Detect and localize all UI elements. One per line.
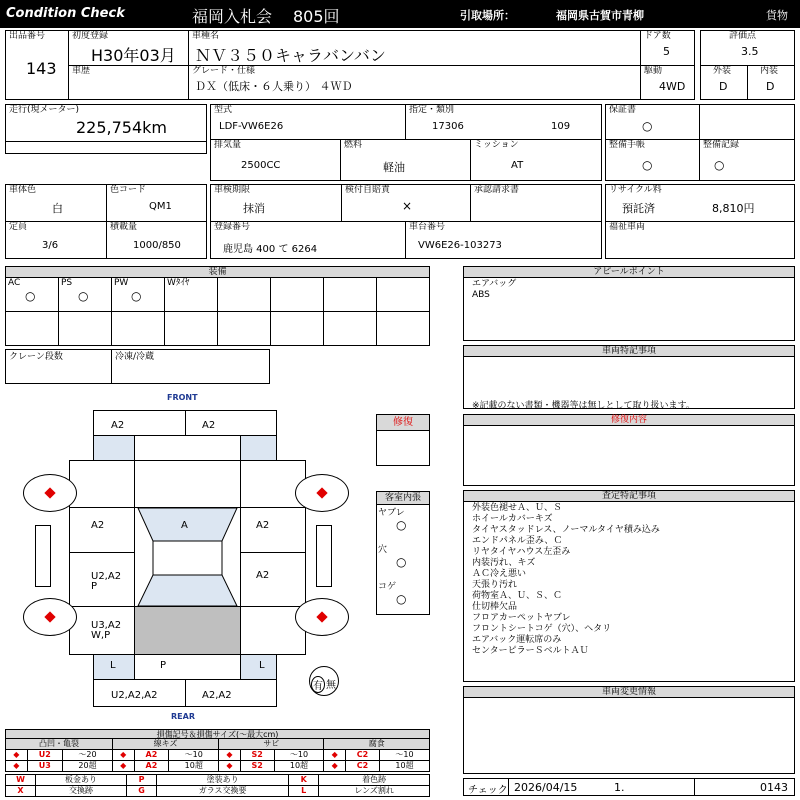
blank-box-1 bbox=[699, 104, 795, 140]
list-item: エアバッグ bbox=[472, 279, 517, 289]
legend-code: A2 bbox=[134, 750, 169, 761]
repair-box bbox=[376, 414, 430, 466]
repair-label: 修復 bbox=[377, 415, 429, 431]
type-box bbox=[210, 104, 406, 140]
code-legend-table bbox=[5, 774, 430, 797]
legend-size: 10超 bbox=[379, 761, 429, 772]
warranty-box bbox=[605, 104, 700, 140]
legend-diamond-icon: ◆ bbox=[6, 750, 28, 761]
doors-label: ドア数 bbox=[644, 31, 671, 41]
list-item: ＡＣ冷え悪い bbox=[472, 569, 527, 579]
legend-code: U3 bbox=[27, 761, 62, 772]
inspection-label: 車検期限 bbox=[214, 185, 251, 195]
equipment-title: 装備 bbox=[6, 267, 429, 278]
fuel-label: 燃料 bbox=[344, 140, 363, 150]
panel-front-fender-right bbox=[240, 435, 277, 461]
crane-label: クレーン段数 bbox=[9, 352, 63, 362]
code-front-left: A2 bbox=[111, 420, 125, 431]
mileage-value: 225,754km bbox=[76, 118, 168, 137]
chassis-box bbox=[405, 221, 602, 259]
list-item: フロントシートコゲ（穴）、ヘタリ bbox=[472, 624, 612, 634]
crane-box bbox=[5, 349, 112, 384]
check-date: 2026/04/15 bbox=[514, 781, 578, 794]
special-note: ※記載のない書類・機器等は無しとして取り扱います。 bbox=[472, 401, 695, 411]
code-meaning: 交換跡 bbox=[36, 786, 127, 797]
legend-code: C2 bbox=[345, 761, 379, 772]
lot-label: 出品番号 bbox=[9, 31, 46, 41]
drive-box bbox=[640, 65, 695, 100]
first-reg-label: 初度登録 bbox=[72, 31, 109, 41]
list-item: 仕切棒欠品 bbox=[472, 602, 518, 612]
color-code-value: QM1 bbox=[149, 201, 172, 212]
equipment-cell bbox=[111, 277, 165, 312]
change-info-box bbox=[463, 686, 795, 774]
capacity-label: 定員 bbox=[9, 222, 28, 232]
equipment-cell bbox=[376, 311, 430, 346]
load-value: 1000/850 bbox=[133, 240, 181, 251]
damage-marker bbox=[316, 611, 327, 622]
insurance-mark: × bbox=[402, 199, 413, 213]
equipment-cell bbox=[376, 277, 430, 312]
legend-diamond-icon: ◆ bbox=[6, 761, 28, 772]
code-left-rear: U3,A2 bbox=[91, 620, 122, 631]
panel-rear-center bbox=[134, 654, 241, 680]
legend-size: ～10 bbox=[274, 750, 324, 761]
plate-value: 鹿児島 400 て 6264 bbox=[223, 244, 318, 255]
mirror-left bbox=[35, 525, 51, 587]
designation-box bbox=[405, 104, 602, 140]
code-meaning: 着色跡 bbox=[319, 775, 430, 786]
warranty-mark: ○ bbox=[642, 119, 653, 133]
code-key: P bbox=[127, 775, 157, 786]
auction-name: 福岡入札会 bbox=[192, 7, 273, 26]
equipment-cell bbox=[270, 311, 324, 346]
list-item: ABS bbox=[472, 290, 490, 300]
code-key: X bbox=[6, 786, 36, 797]
history-box bbox=[68, 65, 189, 100]
legend-size: ～20 bbox=[63, 750, 113, 761]
code-key: G bbox=[127, 786, 157, 797]
mirror-right bbox=[316, 525, 332, 587]
repair-content-box bbox=[463, 414, 795, 486]
recycle-label: リサイクル料 bbox=[609, 185, 662, 195]
fuel-box bbox=[340, 139, 471, 181]
first-reg-box bbox=[68, 30, 189, 66]
code-right-mid: A2 bbox=[256, 570, 270, 581]
body-color-box bbox=[5, 184, 107, 222]
type-label: 型式 bbox=[214, 105, 233, 115]
doors-box bbox=[640, 30, 695, 66]
transmission-box bbox=[470, 139, 602, 181]
fuel-value: 軽油 bbox=[383, 161, 405, 174]
legend-diamond-icon: ◆ bbox=[219, 750, 241, 761]
list-item: センターピラーＳベルトＡＵ bbox=[472, 646, 589, 656]
special-title: 車両特記事項 bbox=[464, 346, 794, 357]
drive-value: 4WD bbox=[659, 80, 686, 93]
code-key: K bbox=[289, 775, 319, 786]
repair-content-title: 修復内容 bbox=[464, 415, 794, 426]
code-rear-center: P bbox=[160, 660, 167, 671]
recycle-box bbox=[605, 184, 795, 222]
equipment-cell bbox=[58, 277, 112, 312]
cabin-item-mark: ○ bbox=[396, 555, 407, 569]
list-item: 内装汚れ、キズ bbox=[472, 558, 536, 568]
legend-code: U2 bbox=[27, 750, 62, 761]
displacement-label: 排気量 bbox=[214, 140, 242, 150]
fridge-box bbox=[111, 349, 270, 384]
legend-group-title: 凸凹・亀裂 bbox=[6, 739, 113, 750]
exterior-box bbox=[700, 65, 748, 100]
code-front-right: A2 bbox=[202, 420, 216, 431]
list-item: 天張り汚れ bbox=[472, 580, 518, 590]
equipment-cell bbox=[58, 311, 112, 346]
recycle-status: 預託済 bbox=[622, 202, 655, 215]
legend-diamond-icon: ◆ bbox=[324, 761, 346, 772]
panel-front-fender-left bbox=[93, 435, 135, 461]
panel-front-left bbox=[93, 410, 186, 436]
equipment-cell bbox=[164, 311, 218, 346]
logo: Condition Check bbox=[6, 6, 125, 21]
code-rear-left: L bbox=[110, 660, 116, 671]
doors-value: 5 bbox=[663, 45, 670, 58]
model-box bbox=[188, 30, 641, 66]
panel-front-center bbox=[134, 435, 241, 461]
pickup-label: 引取場所： bbox=[460, 9, 515, 22]
exterior-label: 外装 bbox=[713, 66, 732, 76]
panel-right-mid bbox=[240, 552, 306, 607]
legend-code: S2 bbox=[240, 761, 274, 772]
panel-right-upper bbox=[240, 460, 306, 508]
check-inspector: 1. bbox=[614, 781, 625, 794]
legend-group-title: サビ bbox=[219, 739, 324, 750]
cabin-item-mark: ○ bbox=[396, 592, 407, 606]
equipment-label: PS bbox=[61, 278, 73, 288]
drive-label: 駆動 bbox=[644, 66, 663, 76]
maint-book-box bbox=[605, 139, 700, 181]
check-label: チェック bbox=[468, 785, 508, 796]
pickup-location: 福岡県古賀市青柳 bbox=[556, 9, 644, 22]
grade-value: ＤＸ（低床・６人乗り） ４ＷＤ bbox=[195, 80, 353, 93]
rear-label: REAR bbox=[171, 712, 195, 721]
legend-group-title: 線キズ bbox=[112, 739, 218, 750]
designation-label: 指定・類別 bbox=[409, 105, 455, 115]
capacity-value: 3/6 bbox=[42, 240, 59, 251]
legend-diamond-icon: ◆ bbox=[112, 761, 134, 772]
load-label: 積載量 bbox=[110, 222, 138, 232]
interior-grade: D bbox=[766, 80, 775, 93]
code-bumper-left: U2,A2,A2 bbox=[111, 690, 158, 701]
maint-book-label: 整備手帳 bbox=[609, 140, 646, 150]
classification-value: 109 bbox=[551, 121, 571, 132]
header-bar bbox=[0, 0, 800, 28]
model-label: 車種名 bbox=[192, 31, 220, 41]
legend-title: 損傷記号＆損傷サイズ(～最大cm) bbox=[5, 729, 430, 739]
code-key: W bbox=[6, 775, 36, 786]
list-item: ホイールカバーキズ bbox=[472, 514, 553, 524]
damage-marker bbox=[316, 487, 327, 498]
front-label: FRONT bbox=[167, 393, 198, 402]
equipment-cell bbox=[217, 311, 271, 346]
legend-table bbox=[5, 738, 430, 772]
list-item: エアバック運転席のみ bbox=[472, 635, 562, 645]
equipment-label: Wﾀｲﾔ bbox=[167, 278, 190, 288]
list-item: エンドパネル歪み、Ｃ bbox=[472, 536, 563, 546]
equipment-cell bbox=[164, 277, 218, 312]
welfare-box bbox=[605, 221, 795, 259]
plate-box bbox=[210, 221, 406, 259]
footer-divider-2 bbox=[694, 779, 695, 795]
transmission-value: AT bbox=[511, 160, 524, 171]
model-name: ＮＶ３５０キャラバンバン bbox=[195, 46, 386, 65]
legend-size: 10超 bbox=[169, 761, 219, 772]
code-meaning: レンズ割れ bbox=[319, 786, 430, 797]
chassis-label: 車台番号 bbox=[409, 222, 446, 232]
recycle-fee: 8,810円 bbox=[712, 202, 755, 215]
lot-number: 143 bbox=[26, 59, 57, 78]
code-meaning: 塗装あり bbox=[157, 775, 289, 786]
spare-no: 無 bbox=[326, 680, 336, 691]
approval-label: 承認請求書 bbox=[474, 185, 520, 195]
wheel-rear-right bbox=[295, 598, 349, 636]
first-reg-value: H30年03月 bbox=[91, 46, 176, 65]
legend-code: S2 bbox=[240, 750, 274, 761]
plate-label: 登録番号 bbox=[214, 222, 251, 232]
equipment-mark: ○ bbox=[131, 289, 142, 303]
assessment-title: 査定特記事項 bbox=[464, 491, 794, 502]
equipment-cell bbox=[5, 277, 59, 312]
mileage-label: 走行(現メーター) bbox=[9, 105, 80, 115]
score-label: 評価点 bbox=[729, 31, 757, 41]
lot-box bbox=[5, 30, 69, 100]
panel-cargo-floor bbox=[134, 606, 241, 655]
load-box bbox=[106, 221, 207, 259]
grade-label: グレード・仕様 bbox=[192, 66, 256, 76]
score-box bbox=[700, 30, 795, 66]
legend-size: ～10 bbox=[169, 750, 219, 761]
assessment-list bbox=[472, 503, 660, 657]
panel-hood-area bbox=[134, 460, 241, 508]
code-hood: A bbox=[181, 520, 188, 531]
equipment-cell bbox=[270, 277, 324, 312]
panel-front-right bbox=[185, 410, 277, 436]
maint-book-mark: ○ bbox=[642, 158, 653, 172]
assessment-box bbox=[463, 490, 795, 682]
legend-size: 10超 bbox=[274, 761, 324, 772]
code-meaning: ガラス交換要 bbox=[157, 786, 289, 797]
list-item: フロアカーペットヤブレ bbox=[472, 613, 571, 623]
cabin-item-label: 穴 bbox=[378, 545, 388, 555]
special-box bbox=[463, 345, 795, 409]
insurance-box bbox=[341, 184, 471, 222]
legend-size: 20超 bbox=[63, 761, 113, 772]
code-key: L bbox=[289, 786, 319, 797]
code-right-front-door: A2 bbox=[256, 520, 270, 531]
damage-marker bbox=[44, 487, 55, 498]
code-left-mid: U2,A2 bbox=[91, 571, 122, 582]
displacement-box bbox=[210, 139, 341, 181]
wheel-rear-left bbox=[23, 598, 77, 636]
history-label: 車歴 bbox=[72, 66, 91, 76]
equipment-cell bbox=[323, 311, 377, 346]
score-value: 3.5 bbox=[741, 45, 759, 58]
list-item: 外装色褪せＡ、Ｕ、Ｓ bbox=[472, 503, 563, 513]
vehicle-category: 貨物 bbox=[766, 9, 788, 22]
code-meaning: 板金あり bbox=[36, 775, 127, 786]
legend-code: A2 bbox=[134, 761, 169, 772]
footer-divider-1 bbox=[508, 779, 509, 795]
transmission-label: ミッション bbox=[474, 140, 519, 150]
list-item: 荷物室Ａ、Ｕ、Ｓ、Ｃ bbox=[472, 591, 563, 601]
color-code-label: 色コード bbox=[110, 185, 147, 195]
mileage-box bbox=[5, 104, 207, 154]
inspection-box bbox=[210, 184, 342, 222]
check-number: 0143 bbox=[760, 781, 788, 794]
exterior-grade: D bbox=[719, 80, 728, 93]
code-rear-right: L bbox=[259, 660, 265, 671]
wheel-front-right bbox=[295, 474, 349, 512]
list-item: タイヤスタッドレス、ノーマルタイヤ積み込み bbox=[472, 525, 660, 535]
insurance-label: 検付自賠責 bbox=[345, 185, 391, 195]
code-left-rear-sub: W,P bbox=[91, 630, 111, 641]
equipment-cell bbox=[111, 311, 165, 346]
footer-check-row bbox=[463, 778, 795, 796]
equipment-label: AC bbox=[8, 278, 21, 288]
cabin-item-mark: ○ bbox=[396, 518, 407, 532]
grade-box bbox=[188, 65, 641, 100]
designation-value: 17306 bbox=[432, 121, 464, 132]
mileage-divider bbox=[6, 141, 206, 142]
damage-marker bbox=[44, 611, 55, 622]
type-value: LDF-VW6E26 bbox=[219, 121, 284, 132]
legend-size: ～10 bbox=[379, 750, 429, 761]
legend-diamond-icon: ◆ bbox=[112, 750, 134, 761]
color-code-box bbox=[106, 184, 207, 222]
maint-record-label: 整備記録 bbox=[703, 140, 740, 150]
legend-diamond-icon: ◆ bbox=[219, 761, 241, 772]
interior-label: 内装 bbox=[760, 66, 779, 76]
legend-group-title: 腐食 bbox=[324, 739, 430, 750]
equipment-cell bbox=[217, 277, 271, 312]
approval-box bbox=[470, 184, 602, 222]
maint-record-mark: ○ bbox=[714, 158, 725, 172]
interior-box bbox=[747, 65, 795, 100]
spare-yes: 有 bbox=[311, 676, 325, 693]
cabin-item-label: ヤブレ bbox=[378, 508, 405, 518]
chassis-value: VW6E26-103273 bbox=[418, 240, 502, 251]
equipment-cell bbox=[323, 277, 377, 312]
code-left-mid-sub: P bbox=[91, 581, 98, 592]
warranty-label: 保証書 bbox=[609, 105, 637, 115]
capacity-box bbox=[5, 221, 107, 259]
equipment-mark: ○ bbox=[25, 289, 36, 303]
appeal-title: アピールポイント bbox=[464, 267, 794, 278]
maint-record-box bbox=[699, 139, 795, 181]
cabin-item-label: コゲ bbox=[378, 582, 397, 592]
equipment-mark: ○ bbox=[78, 289, 89, 303]
appeal-list bbox=[472, 279, 516, 301]
code-bumper-right: A2,A2 bbox=[202, 690, 232, 701]
inspection-value: 抹消 bbox=[243, 202, 265, 215]
displacement-value: 2500CC bbox=[241, 160, 281, 171]
legend-diamond-icon: ◆ bbox=[324, 750, 346, 761]
change-info-title: 車両変更情報 bbox=[464, 687, 794, 698]
panel-right-front-door bbox=[240, 507, 306, 553]
legend-code: C2 bbox=[345, 750, 379, 761]
list-item: リヤタイヤハウス左歪み bbox=[472, 547, 571, 557]
session-number: 805回 bbox=[293, 7, 340, 26]
panel-left-upper bbox=[69, 460, 135, 508]
cabin-lining-title: 客室内張 bbox=[377, 492, 429, 505]
welfare-label: 福祉車両 bbox=[609, 222, 646, 232]
fridge-label: 冷凍/冷蔵 bbox=[115, 352, 155, 362]
body-color-value: 白 bbox=[52, 202, 63, 215]
body-color-label: 車体色 bbox=[9, 185, 37, 195]
code-left-front-door: A2 bbox=[91, 520, 105, 531]
equipment-cell bbox=[5, 311, 59, 346]
wheel-front-left bbox=[23, 474, 77, 512]
appeal-box bbox=[463, 266, 795, 341]
equipment-label: PW bbox=[114, 278, 129, 288]
